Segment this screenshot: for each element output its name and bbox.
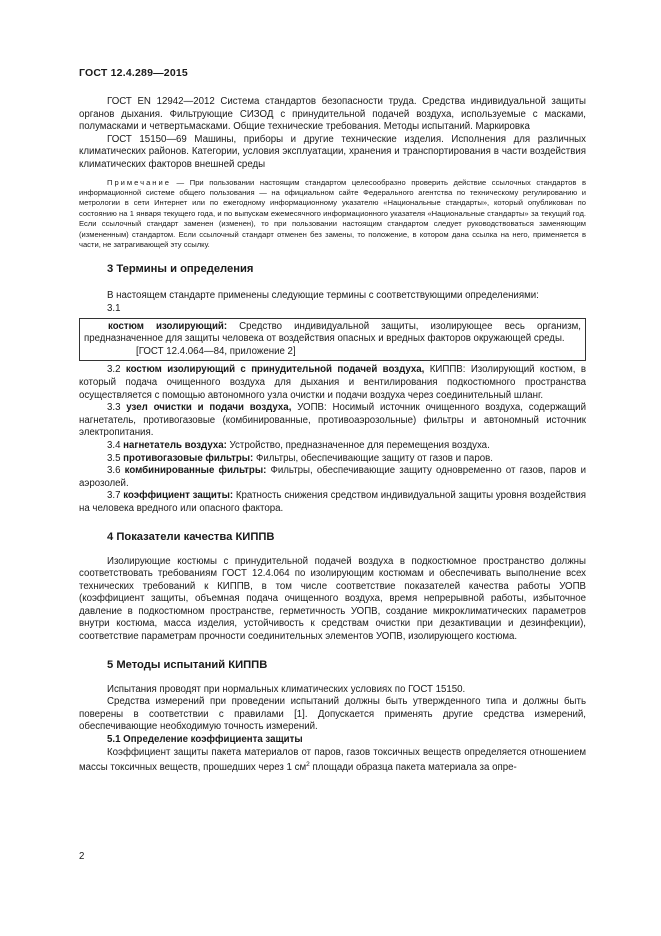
- note-lead: Примечание: [107, 177, 171, 187]
- section-5-title: 5 Методы испытаний КИППВ: [107, 658, 268, 671]
- note-block: [79, 178, 586, 251]
- term-3-4: 3.4 нагнетатель воздуха: Устройство, предназначенное для перемещения воздуха.: [107, 439, 490, 451]
- page-number: 2: [79, 851, 85, 862]
- section-3-intro: В настоящем стандарте применены следующие термины с соответствующими определениями:: [107, 290, 539, 302]
- section-4: [79, 530, 586, 644]
- section-5-paragraph-2: Средства измерений при проведении испытаний должны быть утвержденного типа и должны быть поверены в соответствии с правилами [1]. Допускается применять другие средства измерений, обеспечивающие необходимую точность измерений.: [79, 696, 586, 733]
- term-3-3: 3.3 узел очистки и подачи воздуха, УОПВ: Носимый источник очищенного воздуха, содержащий нагнетатель, противогазовые (комбинированные, противоаэрозольные) фильтры и автономный источник электропитания.: [79, 402, 586, 439]
- ref-gost-en-12942: ГОСТ EN 12942—2012 Система стандартов безопасности труда. Средства индивидуальной защиты органов дыхания. Фильтрующие СИЗОД с принудительной подачей воздуха, используемые с масками, полумасками и четвертьмасками. Общие технические требования. Методы испытаний. Маркировка: [79, 96, 586, 133]
- section-3: [79, 262, 586, 515]
- document-body: [79, 96, 586, 775]
- note-text: — При пользовании настоящим стандартом целесообразно проверить действие ссылочных стандартов в информационной системе общего пользования — на официальном сайте Федерального агентства по техническому регулированию и метрологии в сети Интернет или по ежегодному информационному указателю «Национальные стандарты», который опубликован по состоянию на 1 января текущего года, и по выпускам ежемесячного информационного указателя «Национальные стандарты» за текущий год. Если ссылочный стандарт заменен (изменен), то при пользовании настоящим стандартом следует руководствоваться заменяющим (измененным) стандартом. Если ссылочный стандарт отменен без замены, то положение, в котором дана ссылка на него, применяется в части, не затрагивающей эту ссылку.: [79, 177, 586, 249]
- doc-header-code: ГОСТ 12.4.289—2015: [79, 67, 188, 79]
- term-3-1-number: 3.1: [107, 303, 121, 314]
- section-5-paragraph-1: Испытания проводят при нормальных климатических условиях по ГОСТ 15150.: [107, 683, 466, 695]
- term-3-5: 3.5 противогазовые фильтры: Фильтры, обеспечивающие защиту от газов и паров.: [107, 452, 493, 464]
- section-3-title: 3 Термины и определения: [107, 263, 254, 276]
- section-4-paragraph: Изолирующие костюмы с принудительной подачей воздуха в подкостюмное пространство должны соответствовать требованиям ГОСТ 12.4.064 по изолирующим костюмам и обеспечивать выполнение всех технических требований к КИППВ, в том числе соответствие показателей качества работы УОПВ (коэффициент защиты, объемная подача очищенного воздуха, время непрерывной работы, избыточное давление в подкостюмном пространстве, герметичность УОПВ, создание микроклиматических параметров внутри костюма, масса изделия, устойчивость к средствам очистки при дезактивации и дезинфекции), соответствие параметрам прочности соединительных элементов УОПВ, изолирующего костюма.: [79, 555, 586, 643]
- term-3-1-box: [79, 318, 586, 362]
- section-4-title: 4 Показатели качества КИППВ: [107, 530, 275, 543]
- term-3-1-definition: Средство индивидуальной защиты, изолирующее весь организм, предназначенное для защиты человека от воздействия опасных и вредных факторов окружающей среды.: [84, 320, 581, 345]
- term-3-6: 3.6 комбинированные фильтры: Фильтры, обеспечивающие защиту одновременно от газов, паров и аэрозолей.: [79, 465, 586, 489]
- subsection-5-1-paragraph: Коэффициент защиты пакета материалов от паров, газов токсичных веществ определяется отношением массы токсичных веществ, прошедших через 1 $см^2$ площади образца пакета материала за опре-: [79, 746, 586, 774]
- term-3-1-term: костюм изолирующий:: [108, 320, 228, 332]
- term-3-1-source: [ГОСТ 12.4.064—84, приложение 2]: [136, 345, 296, 357]
- ref-gost-15150: ГОСТ 15150—69 Машины, приборы и другие технические изделия. Исполнения для различных климатических районов. Категории, условия эксплуатации, хранения и транспортирования в части воздействия климатических факторов внешней среды: [79, 133, 586, 170]
- term-3-7: 3.7 коэффициент защиты: Кратность снижения средством индивидуальной защиты уровня воздействия на человека вредного или опасного фактора.: [79, 490, 586, 514]
- section-5: [79, 658, 586, 775]
- term-3-2: 3.2 костюм изолирующий с принудительной подачей воздуха, КИППВ: Изолирующий костюм, в который подача очищенного воздуха для дыхания и вентилирования подкостюмного пространства осуществляется с помощью автономного узла очистки и подачи воздуха через соединительный шланг.: [79, 364, 586, 401]
- subsection-5-1-title: 5.1 Определение коэффициента защиты: [107, 734, 303, 746]
